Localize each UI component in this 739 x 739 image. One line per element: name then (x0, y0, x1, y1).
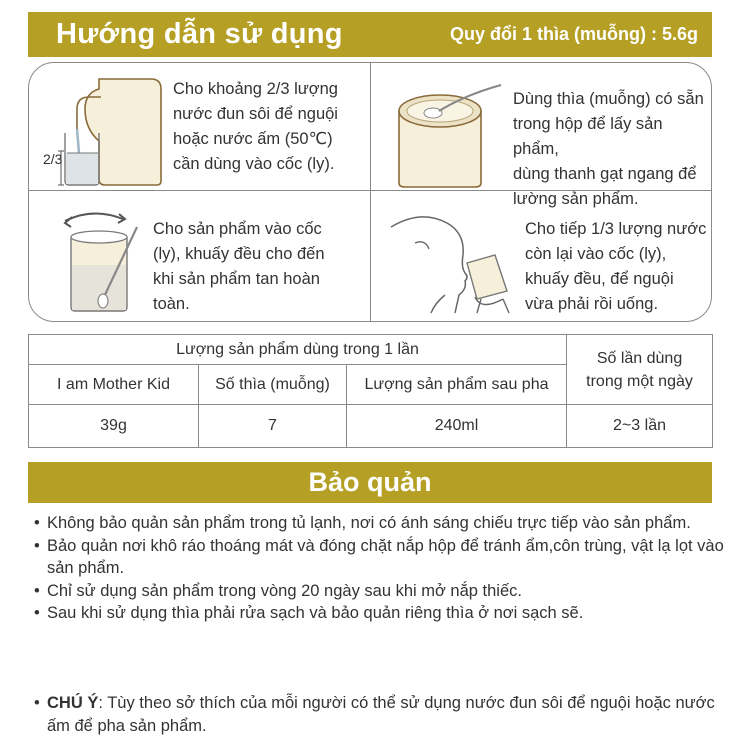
table-header-volume: Lượng sản phẩm sau pha (347, 365, 567, 405)
bullet-icon: • (34, 604, 40, 622)
table-header-spoons: Số thìa (muỗng) (199, 365, 347, 405)
list-item: • Không bảo quản sản phẩm trong tủ lạnh, nơi có ánh sáng chiếu trực tiếp vào sản phẩm. (34, 512, 724, 535)
table-cell-amount: 39g (29, 405, 199, 448)
person-drinking-icon (385, 203, 519, 315)
bullet-icon: • (34, 514, 40, 532)
storage-list (34, 512, 724, 625)
list-item: • Bảo quản nơi khô ráo thoáng mát và đóng chặt nắp hộp để tránh ẩm,côn trùng, vật lạ lọt vào sản phẩm. (34, 536, 724, 577)
stirring-cup-icon (41, 203, 161, 315)
step-3-text: Cho sản phẩm vào cốc (ly), khuấy đều cho đến khi sản phẩm tan hoàn toàn. (153, 220, 325, 313)
list-item: • Sau khi sử dụng thìa phải rửa sạch và bảo quản riêng thìa ở nơi sạch sẽ. (34, 602, 724, 625)
header-banner (28, 12, 712, 57)
note (34, 692, 724, 737)
step-4-text: Cho tiếp 1/3 lượng nước còn lại vào cốc (ly), khuấy đều, để nguội vừa phải rồi uống. (525, 220, 707, 313)
table-header-times-per-day: Số lần dùng trong một ngày (567, 335, 713, 405)
spoon-in-can-icon (385, 71, 515, 189)
instruction-steps (28, 62, 712, 322)
table-header-product: I am Mother Kid (29, 365, 199, 405)
bullet-icon: • (34, 536, 40, 555)
usage-table (28, 334, 713, 448)
note-text: : Tùy theo sở thích của mỗi người có thể sử dụng nước đun sôi để nguội hoặc nước ấm để pha sản phẩm. (47, 694, 715, 735)
page-title: Hướng dẫn sử dụng (56, 18, 343, 50)
table-cell-times: 2~3 lần (567, 405, 713, 448)
note-label: CHÚ Ý (47, 694, 99, 712)
storage-title: Bảo quản (308, 467, 432, 497)
bullet-icon: • (34, 694, 40, 712)
step-1-text: Cho khoảng 2/3 lượng nước đun sôi để nguội hoặc nước ấm (50℃) cần dùng vào cốc (ly). (173, 80, 338, 173)
spoon-conversion: Quy đổi 1 thìa (muỗng) : 5.6g (449, 24, 698, 44)
steps-divider-vertical (370, 63, 371, 321)
list-item: • Chỉ sử dụng sản phẩm trong vòng 20 ngày sau khi mở nắp thiếc. (34, 580, 724, 603)
table-cell-volume: 240ml (347, 405, 567, 448)
table-cell-spoons: 7 (199, 405, 347, 448)
bullet-icon: • (34, 581, 40, 600)
water-level-marker: 2/3 (43, 151, 63, 167)
step-2-text: Dùng thìa (muỗng) có sẵn trong hộp để lấy sản phẩm, dùng thanh gạt ngang để lường sản phẩm. (513, 90, 704, 208)
table-group-header: Lượng sản phẩm dùng trong 1 lần (29, 335, 567, 365)
storage-banner (28, 462, 712, 503)
kettle-pouring-water-icon (39, 71, 167, 189)
